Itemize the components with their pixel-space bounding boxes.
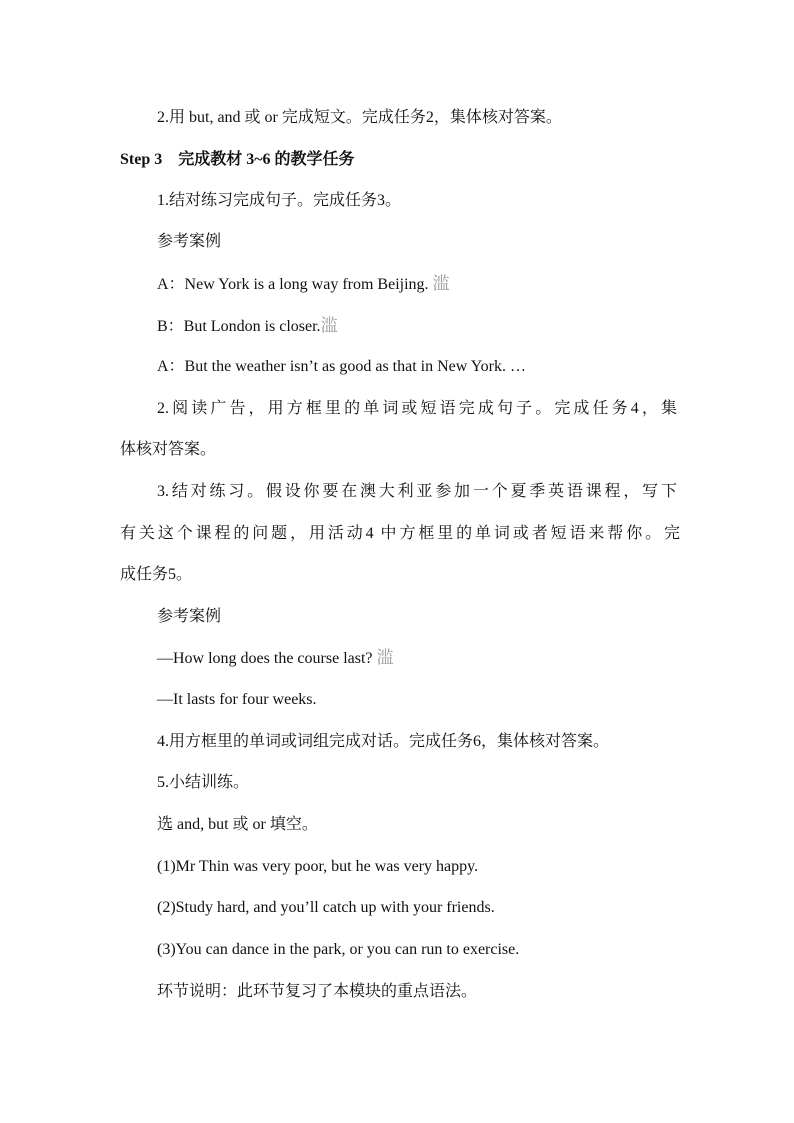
item2-line1: 2.阅读广告，用方框里的单词或短语完成句子。完成任务4，集	[157, 400, 677, 417]
item4-instruction: 4.用方框里的单词或词组完成对话。完成任务6，集体核对答案。	[157, 733, 610, 750]
section-summary: 环节说明：此环节复习了本模块的重点语法。	[157, 983, 478, 1000]
qa-question	[157, 648, 677, 669]
step3-heading: Step 3 完成教材 3~6 的教学任务	[120, 151, 355, 168]
item3-line3: 成任务5。	[120, 566, 193, 583]
example-label: 参考案例	[157, 233, 222, 250]
dialog-line-b1	[157, 316, 677, 337]
qa-answer: —It lasts for four weeks.	[157, 691, 317, 708]
item1-instruction: 1.结对练习完成句子。完成任务3。	[157, 192, 402, 209]
audio-mark-icon: 滥	[376, 648, 394, 667]
dialog-line-a1	[157, 274, 677, 295]
audio-mark-icon: 滥	[320, 316, 338, 335]
exercise-3: (3)You can dance in the park, or you can run to exercise.	[157, 941, 520, 958]
item3-line1: 3.结对练习。假设你要在澳大利亚参加一个夏季英语课程，写下	[157, 483, 677, 500]
item3-line2: 有关这个课程的问题，用活动4 中方框里的单词或者短语来帮你。完	[120, 525, 680, 542]
audio-mark-icon: 滥	[432, 274, 450, 293]
task2-instruction: 2.用 but, and 或 or 完成短文。完成任务2，集体核对答案。	[157, 109, 562, 126]
fill-instruction: 选 and, but 或 or 填空。	[157, 816, 318, 833]
dialog-text: B：But London is closer.	[157, 318, 321, 335]
dialog-text: A：New York is a long way from Beijing.	[157, 276, 429, 293]
item5-heading: 5.小结训练。	[157, 774, 250, 791]
dialog-line-a2: A：But the weather isn’t as good as that in New York. …	[157, 358, 527, 375]
exercise-1: (1)Mr Thin was very poor, but he was very happy.	[157, 858, 479, 875]
example-label: 参考案例	[157, 608, 222, 625]
item2-line2: 体核对答案。	[120, 441, 217, 458]
exercise-2: (2)Study hard, and you’ll catch up with your friends.	[157, 899, 495, 916]
qa-text: —How long does the course last?	[157, 650, 373, 667]
